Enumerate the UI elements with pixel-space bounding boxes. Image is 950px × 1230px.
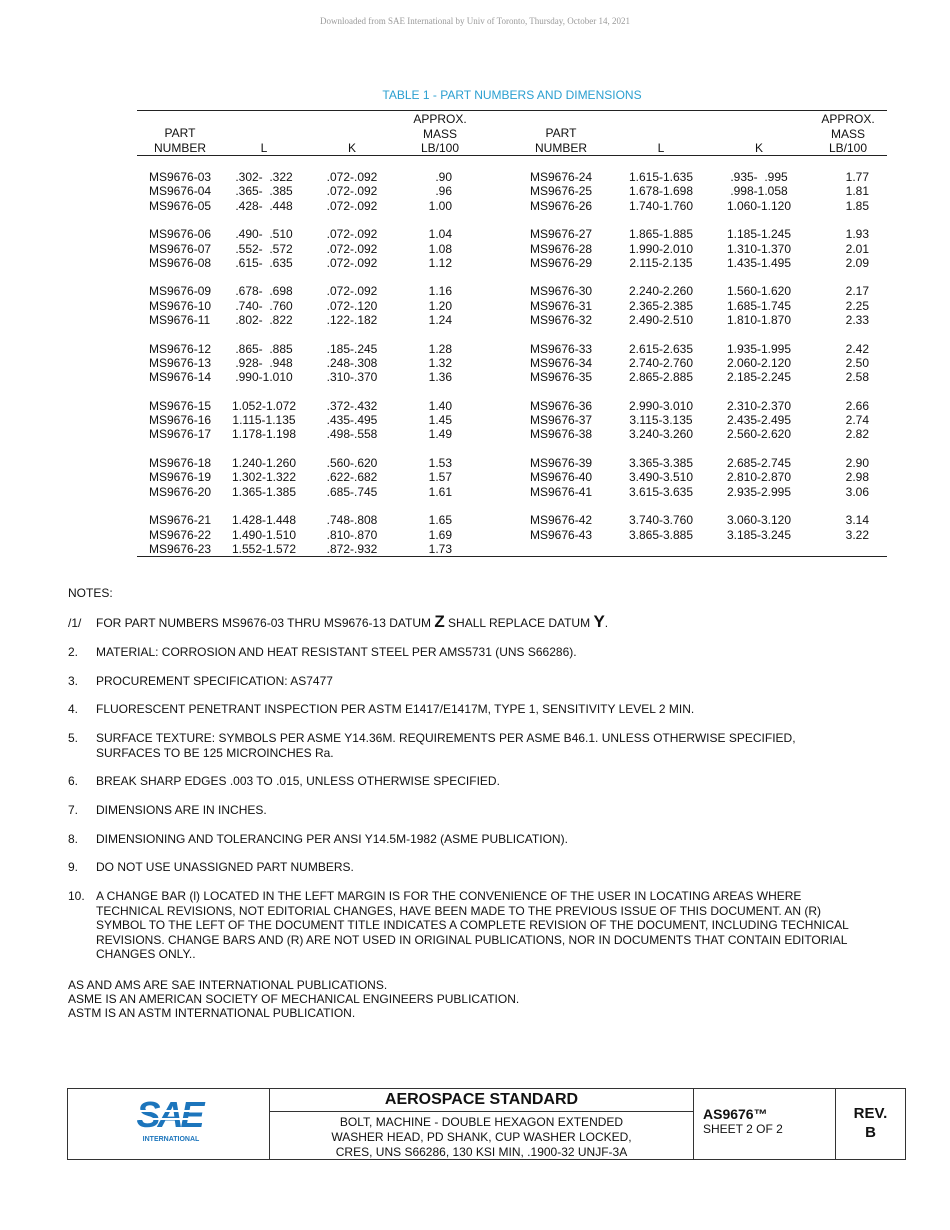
k-cell: .248-.308 — [326, 355, 378, 370]
mass-cell: 3.22 — [845, 527, 869, 542]
table-row — [137, 485, 887, 499]
l-cell: 1.052-1.072 — [231, 398, 297, 413]
mass-cell: 2.90 — [845, 456, 869, 470]
mass-cell: 1.08 — [428, 241, 452, 256]
table-row — [137, 413, 887, 427]
part-number-cell: MS9676-43 — [530, 527, 593, 542]
l-cell: 2.115-2.135 — [629, 255, 693, 270]
k-cell: 2.560-2.620 — [726, 427, 792, 442]
mass-cell: 1.81 — [845, 184, 869, 199]
k-cell: .072-.120 — [326, 298, 378, 313]
part-number-cell: MS9676-14 — [149, 370, 212, 385]
part-number-cell: MS9676-37 — [530, 413, 593, 428]
table-row — [137, 256, 887, 270]
l-cell: 1.552-1.572 — [231, 541, 297, 556]
part-number-cell: MS9676-22 — [149, 527, 212, 542]
mass-cell: 1.49 — [428, 427, 452, 442]
part-number-cell: MS9676-18 — [149, 456, 212, 470]
note-number: 9. — [68, 860, 79, 874]
k-cell: .072-.092 — [326, 255, 378, 270]
part-number-cell: MS9676-27 — [530, 227, 593, 242]
table-row — [137, 456, 887, 470]
k-cell: .685-.745 — [326, 484, 378, 499]
col-header-k-2: K — [754, 141, 763, 155]
l-cell: 2.240-2.260 — [628, 284, 694, 299]
publication-line: ASME IS AN AMERICAN SOCIETY OF MECHANICAL ENGINEERS PUBLICATION. — [68, 992, 520, 1006]
part-number-cell: MS9676-06 — [149, 227, 212, 242]
sheet-number: SHEET 2 OF 2 — [703, 1122, 783, 1136]
mass-cell: 2.74 — [845, 413, 869, 428]
note-text: FOR PART NUMBERS MS9676-03 THRU MS9676-13 DATUM Z SHALL REPLACE DATUM Y. — [96, 612, 609, 631]
mass-cell: 1.32 — [428, 355, 452, 370]
l-cell: 3.115-3.135 — [629, 413, 693, 428]
notes-heading: NOTES: — [68, 586, 113, 600]
note-number: 6. — [68, 774, 79, 788]
note-number: /1/ — [68, 616, 82, 630]
l-cell: 1.428-1.448 — [231, 513, 297, 528]
part-number-cell: MS9676-30 — [530, 284, 593, 299]
part-number-cell: MS9676-15 — [149, 398, 212, 413]
k-cell: .622-.682 — [326, 470, 378, 485]
publication-line: AS AND AMS ARE SAE INTERNATIONAL PUBLICATIONS. — [68, 978, 388, 992]
mass-cell: .90 — [435, 170, 452, 184]
note-text: SURFACE TEXTURE: SYMBOLS PER ASME Y14.36M. REQUIREMENTS PER ASME B46.1. UNLESS OTHERWISE SPECIFIED, SURFACES TO BE 125 MICROINCHES Ra. — [96, 731, 796, 760]
table-row — [137, 370, 887, 384]
note-number: 5. — [68, 731, 79, 745]
part-number-cell: MS9676-39 — [530, 456, 593, 470]
l-cell: 1.302-1.322 — [231, 470, 297, 485]
mass-cell: 1.20 — [428, 298, 452, 313]
note-text: MATERIAL: CORROSION AND HEAT RESISTANT STEEL PER AMS5731 (UNS S66286). — [96, 645, 577, 659]
table-row — [137, 284, 887, 298]
mass-cell: 2.17 — [845, 284, 869, 299]
sae-logo-cell — [68, 1089, 270, 1159]
note-text: A CHANGE BAR (l) LOCATED IN THE LEFT MARGIN IS FOR THE CONVENIENCE OF THE USER IN LOCATING AREAS WHERE TECHNICAL REVISIONS, NOT EDITORIAL CHANGES, HAVE BEEN MADE TO THE PREVIOUS ISSUE OF THIS DOCUMENT. AN (R) SYMBOL TO THE LEFT OF THE DOCUMENT TITLE INDICATES A COMPLETE REVISION OF THE DOCUMENT, INCLUDING TECHNICAL REVISIONS. CHANGE BARS AND (R) ARE NOT USED IN ORIGINAL PUBLICATIONS, NOR IN DOCUMENTS THAT CONTAIN EDITORIAL CHANGES ONLY.. — [96, 889, 849, 961]
l-cell: .365- .385 — [235, 184, 293, 199]
l-cell: .865- .885 — [235, 341, 293, 356]
part-number-cell: MS9676-05 — [149, 198, 212, 213]
part-number-cell: MS9676-36 — [530, 398, 593, 413]
k-cell: .122-.182 — [326, 313, 378, 327]
col-header-l: L — [260, 141, 268, 155]
k-cell: .372-.432 — [326, 398, 378, 413]
mass-cell: 1.57 — [428, 470, 452, 485]
k-cell: .935- .995 — [730, 170, 788, 184]
mass-cell: 1.69 — [428, 527, 452, 542]
l-cell: 2.365-2.385 — [628, 298, 694, 313]
mass-cell: 1.85 — [845, 198, 869, 213]
l-cell: 2.990-3.010 — [628, 398, 694, 413]
mass-cell: 1.61 — [428, 484, 452, 499]
sae-logo-text: SAE — [136, 1094, 202, 1135]
mass-cell: 3.06 — [845, 484, 869, 499]
k-cell: 2.310-2.370 — [726, 398, 792, 413]
note-number: 10. — [68, 889, 85, 903]
part-number-cell: MS9676-10 — [149, 298, 212, 313]
mass-cell: 1.53 — [428, 456, 452, 470]
k-cell: .435-.495 — [326, 413, 378, 428]
mass-cell: 1.73 — [428, 541, 452, 556]
col-header-k: K — [347, 141, 356, 155]
mass-cell: .96 — [435, 184, 452, 199]
part-number-cell: MS9676-17 — [149, 427, 212, 442]
part-number-cell: MS9676-16 — [149, 413, 212, 428]
k-cell: 1.810-1.870 — [726, 313, 792, 327]
table-row — [137, 528, 887, 542]
revision-value: B — [865, 1124, 876, 1141]
mass-cell: 1.24 — [428, 313, 452, 327]
part-number-cell: MS9676-04 — [149, 184, 212, 199]
note-number: 7. — [68, 803, 79, 817]
k-cell: 1.185-1.245 — [726, 227, 792, 242]
k-cell: 2.435-2.495 — [726, 413, 792, 428]
col-header-part-number-2: PART NUMBER — [534, 126, 587, 155]
l-cell: 2.615-2.635 — [628, 341, 694, 356]
l-cell: 1.678-1.698 — [628, 184, 694, 199]
datum-z: Z — [434, 612, 445, 631]
col-header-mass: APPROX. MASS LB/100 — [413, 112, 467, 155]
part-number-cell: MS9676-42 — [530, 513, 593, 528]
mass-cell: 2.82 — [845, 427, 869, 442]
l-cell: 3.490-3.510 — [628, 470, 694, 485]
revision-label: REV. — [853, 1105, 888, 1122]
part-number-cell: MS9676-03 — [149, 170, 212, 184]
part-number-cell: MS9676-11 — [149, 313, 211, 327]
table-title: TABLE 1 - PART NUMBERS AND DIMENSIONS — [382, 88, 642, 102]
mass-cell: 2.98 — [845, 470, 869, 485]
publication-line: ASTM IS AN ASTM INTERNATIONAL PUBLICATION. — [68, 1006, 356, 1020]
part-number-cell: MS9676-19 — [149, 470, 212, 485]
table-row — [137, 470, 887, 484]
l-cell: 1.365-1.385 — [231, 484, 297, 499]
table-row — [137, 313, 887, 327]
mass-cell: 1.77 — [845, 170, 869, 184]
revision-cell — [836, 1089, 905, 1159]
part-number-cell: MS9676-40 — [530, 470, 593, 485]
l-cell: .802- .822 — [235, 313, 293, 327]
l-cell: 1.990-2.010 — [628, 241, 694, 256]
datum-y: Y — [593, 612, 605, 631]
l-cell: .740- .760 — [235, 298, 293, 313]
l-cell: .928- .948 — [235, 355, 293, 370]
mass-cell: 2.01 — [845, 241, 869, 256]
l-cell: 3.365-3.385 — [628, 456, 694, 470]
publications — [68, 978, 519, 1020]
k-cell: .810-.870 — [326, 527, 378, 542]
k-cell: .498-.558 — [326, 427, 378, 442]
l-cell: 1.115-1.135 — [232, 413, 296, 428]
note-number: 3. — [68, 674, 79, 688]
k-cell: .748-.808 — [326, 513, 378, 528]
k-cell: .072-.092 — [326, 227, 378, 242]
mass-cell: 1.65 — [428, 513, 452, 528]
l-cell: 3.740-3.760 — [628, 513, 694, 528]
part-number-cell: MS9676-21 — [149, 513, 212, 528]
note-text: PROCUREMENT SPECIFICATION: AS7477 — [96, 674, 333, 688]
table-row — [137, 513, 887, 527]
sae-logo — [68, 1089, 270, 1159]
mass-cell: 1.04 — [428, 227, 452, 242]
k-cell: .998-1.058 — [730, 184, 788, 199]
l-cell: 1.178-1.198 — [231, 427, 297, 442]
k-cell: .310-.370 — [326, 370, 378, 385]
k-cell: 1.435-1.495 — [726, 255, 792, 270]
mass-cell: 2.42 — [845, 341, 869, 356]
part-number-cell: MS9676-35 — [530, 370, 593, 385]
k-cell: 1.310-1.370 — [726, 241, 792, 256]
k-cell: .072-.092 — [326, 284, 378, 299]
mass-cell: 1.40 — [428, 398, 452, 413]
k-cell: 2.685-2.745 — [726, 456, 792, 470]
note-number: 8. — [68, 832, 79, 846]
table-row — [137, 242, 887, 256]
mass-cell: 1.36 — [428, 370, 452, 385]
download-watermark: Downloaded from SAE International by Univ of Toronto, Thursday, October 14, 2021 — [320, 16, 630, 26]
table-row — [137, 399, 887, 413]
part-number-cell: MS9676-09 — [149, 284, 212, 299]
k-cell: .072-.092 — [326, 170, 378, 184]
part-number-cell: MS9676-29 — [530, 255, 593, 270]
part-number-cell: MS9676-23 — [149, 541, 212, 556]
note-number: 2. — [68, 645, 79, 659]
document-number-cell — [694, 1089, 836, 1159]
l-cell: 2.740-2.760 — [628, 355, 694, 370]
part-number-cell: MS9676-38 — [530, 427, 593, 442]
part-number-cell: MS9676-31 — [530, 298, 593, 313]
document-description: BOLT, MACHINE - DOUBLE HEXAGON EXTENDED WASHER HEAD, PD SHANK, CUP WASHER LOCKED, CRES, UNS S66286, 130 KSI MIN, .1900-32 UNJF-3A — [331, 1115, 632, 1159]
document-number: AS9676™ — [703, 1106, 768, 1122]
mass-cell: 2.25 — [845, 298, 869, 313]
note-text: FLUORESCENT PENETRANT INSPECTION PER ASTM E1417/E1417M, TYPE 1, SENSITIVITY LEVEL 2 MIN. — [96, 702, 695, 716]
l-cell: 3.240-3.260 — [628, 427, 694, 442]
table-row — [137, 227, 887, 241]
table-row — [137, 342, 887, 356]
table-row — [137, 427, 887, 441]
l-cell: 1.615-1.635 — [628, 170, 694, 184]
k-cell: .072-.092 — [326, 198, 378, 213]
l-cell: 2.490-2.510 — [628, 313, 694, 327]
table-header — [137, 111, 887, 156]
k-cell: 3.060-3.120 — [726, 513, 792, 528]
l-cell: .302- .322 — [235, 170, 293, 184]
l-cell: .490- .510 — [235, 227, 293, 242]
k-cell: 3.185-3.245 — [726, 527, 792, 542]
l-cell: .428- .448 — [235, 198, 293, 213]
mass-cell: 1.12 — [428, 255, 452, 270]
k-cell: 2.060-2.120 — [726, 355, 792, 370]
mass-cell: 2.58 — [845, 370, 869, 385]
part-number-cell: MS9676-41 — [530, 484, 593, 499]
part-numbers-table — [137, 110, 887, 557]
k-cell: .072-.092 — [326, 184, 378, 199]
note-text: DIMENSIONS ARE IN INCHES. — [96, 803, 267, 817]
k-cell: 1.560-1.620 — [726, 284, 792, 299]
note-number: 4. — [68, 702, 79, 716]
k-cell: .560-.620 — [326, 456, 378, 470]
l-cell: 1.240-1.260 — [231, 456, 297, 470]
part-number-cell: MS9676-33 — [530, 341, 593, 356]
l-cell: 1.865-1.885 — [628, 227, 694, 242]
k-cell: .185-.245 — [326, 341, 378, 356]
mass-cell: 1.16 — [428, 284, 452, 299]
mass-cell: 1.93 — [845, 227, 869, 242]
part-number-cell: MS9676-12 — [149, 341, 212, 356]
table-row — [137, 170, 887, 184]
part-number-cell: MS9676-28 — [530, 241, 593, 256]
part-number-cell: MS9676-25 — [530, 184, 593, 199]
mass-cell: 2.50 — [845, 355, 869, 370]
mass-cell: 2.33 — [845, 313, 869, 327]
col-header-part-number: PART NUMBER — [153, 126, 206, 155]
col-header-l-2: L — [657, 141, 665, 155]
table-row — [137, 184, 887, 198]
mass-cell: 1.45 — [428, 413, 452, 428]
table-body — [137, 156, 887, 556]
table-row — [137, 356, 887, 370]
l-cell: 2.865-2.885 — [628, 370, 694, 385]
part-number-cell: MS9676-24 — [530, 170, 593, 184]
title-block — [67, 1088, 906, 1160]
mass-cell: 2.09 — [845, 255, 869, 270]
l-cell: 1.740-1.760 — [628, 198, 694, 213]
l-cell: .615- .635 — [235, 255, 293, 270]
note-text: DO NOT USE UNASSIGNED PART NUMBERS. — [96, 860, 354, 874]
part-number-cell: MS9676-13 — [149, 355, 212, 370]
k-cell: 1.935-1.995 — [726, 341, 792, 356]
col-header-mass-2: APPROX. MASS LB/100 — [821, 112, 875, 155]
standard-type: AEROSPACE STANDARD — [270, 1089, 693, 1112]
part-number-cell: MS9676-07 — [149, 241, 212, 256]
k-cell: 1.685-1.745 — [726, 298, 792, 313]
l-cell: .678- .698 — [235, 284, 293, 299]
l-cell: .990-1.010 — [235, 370, 293, 385]
mass-cell: 2.66 — [845, 398, 869, 413]
l-cell: 3.615-3.635 — [628, 484, 694, 499]
k-cell: 2.810-2.870 — [726, 470, 792, 485]
k-cell: 2.935-2.995 — [726, 484, 792, 499]
l-cell: .552- .572 — [235, 241, 293, 256]
sae-logo-subtext: INTERNATIONAL — [142, 1136, 200, 1143]
mass-cell: 3.14 — [845, 513, 869, 528]
part-number-cell: MS9676-08 — [149, 255, 212, 270]
title-cell — [270, 1089, 694, 1159]
part-number-cell: MS9676-34 — [530, 355, 593, 370]
part-number-cell: MS9676-26 — [530, 198, 593, 213]
k-cell: .872-.932 — [326, 541, 378, 556]
k-cell: 2.185-2.245 — [726, 370, 792, 385]
part-number-cell: MS9676-32 — [530, 313, 593, 327]
l-cell: 1.490-1.510 — [231, 527, 297, 542]
k-cell: 1.060-1.120 — [726, 198, 792, 213]
mass-cell: 1.00 — [428, 198, 452, 213]
l-cell: 3.865-3.885 — [628, 527, 694, 542]
k-cell: .072-.092 — [326, 241, 378, 256]
mass-cell: 1.28 — [428, 341, 452, 356]
table-row — [137, 299, 887, 313]
table-row — [137, 199, 887, 213]
table-row — [137, 542, 887, 556]
note-text: DIMENSIONING AND TOLERANCING PER ANSI Y14.5M-1982 (ASME PUBLICATION). — [96, 832, 568, 846]
part-number-cell: MS9676-20 — [149, 484, 212, 499]
note-text: BREAK SHARP EDGES .003 TO .015, UNLESS OTHERWISE SPECIFIED. — [96, 774, 500, 788]
